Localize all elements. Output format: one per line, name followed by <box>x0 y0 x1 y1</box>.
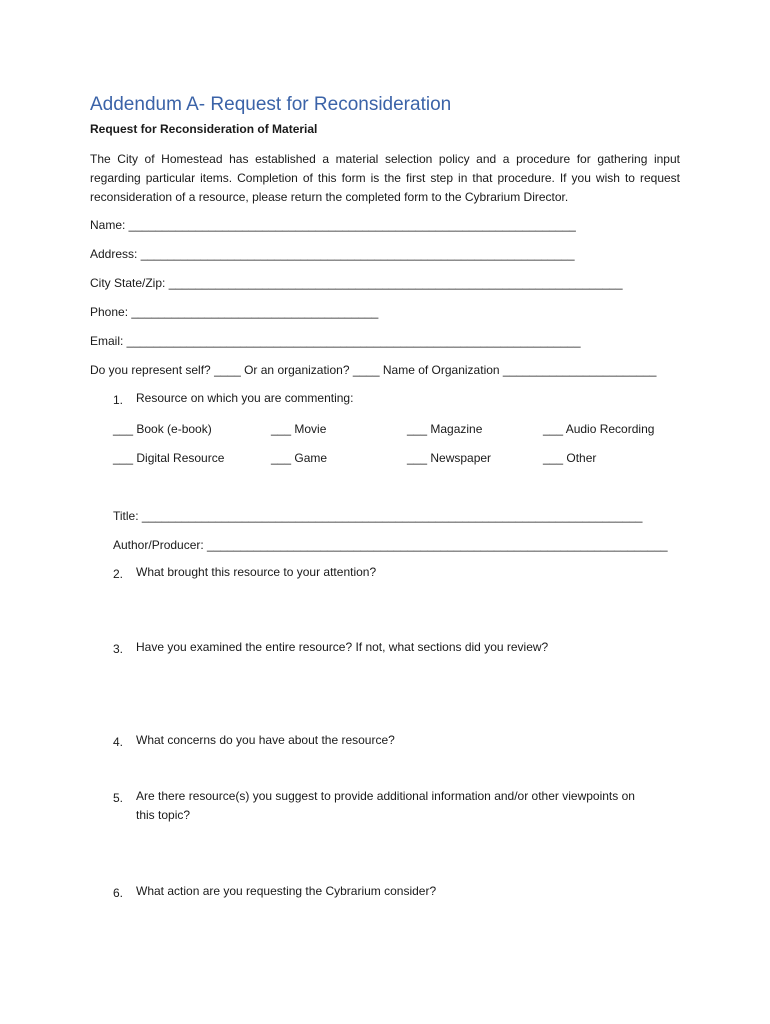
option-newspaper[interactable]: ___ Newspaper <box>407 451 492 465</box>
question-number: 6. <box>113 886 124 900</box>
question-number: 4. <box>113 735 124 749</box>
page-title: Addendum A- Request for Reconsideration <box>90 94 452 115</box>
option-game[interactable]: ___ Game <box>271 451 328 465</box>
intro-line: regarding particular items. Completion of this form is the first step in that procedure. If you wish to request <box>90 171 680 185</box>
phone-field[interactable]: Phone: _____________________________________ <box>90 305 379 319</box>
question-number: 2. <box>113 567 124 581</box>
intro-paragraph <box>90 150 680 207</box>
question-number: 1. <box>113 393 124 407</box>
option-movie[interactable]: ___ Movie <box>271 422 327 436</box>
option-other[interactable]: ___ Other <box>543 451 597 465</box>
name-field[interactable]: Name: ___________________________________________________________________ <box>90 218 576 232</box>
question-text: Have you examined the entire resource? If not, what sections did you review? <box>136 640 549 654</box>
intro-line: reconsideration of a resource, please return the completed form to the Cybrarium Director. <box>90 190 569 204</box>
question-number: 3. <box>113 642 124 656</box>
question-text: What action are you requesting the Cybrarium consider? <box>136 884 437 898</box>
option-digital-resource[interactable]: ___ Digital Resource <box>113 451 225 465</box>
question-number: 5. <box>113 791 124 805</box>
question-text: Resource on which you are commenting: <box>136 391 354 405</box>
question-text-continued: this topic? <box>136 808 191 822</box>
represent-field[interactable]: Do you represent self? ____ Or an organization? ____ Name of Organization _______________________ <box>90 363 657 377</box>
form-subtitle: Request for Reconsideration of Material <box>90 122 318 136</box>
option-book[interactable]: ___ Book (e-book) <box>113 422 212 436</box>
option-magazine[interactable]: ___ Magazine <box>407 422 483 436</box>
question-text: Are there resource(s) you suggest to provide additional information and/or other viewpoints on <box>136 789 635 803</box>
intro-line: The City of Homestead has established a material selection policy and a procedure for gathering input <box>90 152 680 166</box>
resource-title-field[interactable]: Title: ___________________________________________________________________________ <box>113 509 643 523</box>
city-state-zip-field[interactable]: City State/Zip: ____________________________________________________________________ <box>90 276 623 290</box>
question-text: What brought this resource to your attention? <box>136 565 377 579</box>
option-audio-recording[interactable]: ___ Audio Recording <box>543 422 655 436</box>
question-text: What concerns do you have about the resource? <box>136 733 395 747</box>
author-producer-field[interactable]: Author/Producer: _____________________________________________________________________ <box>113 538 668 552</box>
email-field[interactable]: Email: ____________________________________________________________________ <box>90 334 581 348</box>
address-field[interactable]: Address: _________________________________________________________________ <box>90 247 575 261</box>
